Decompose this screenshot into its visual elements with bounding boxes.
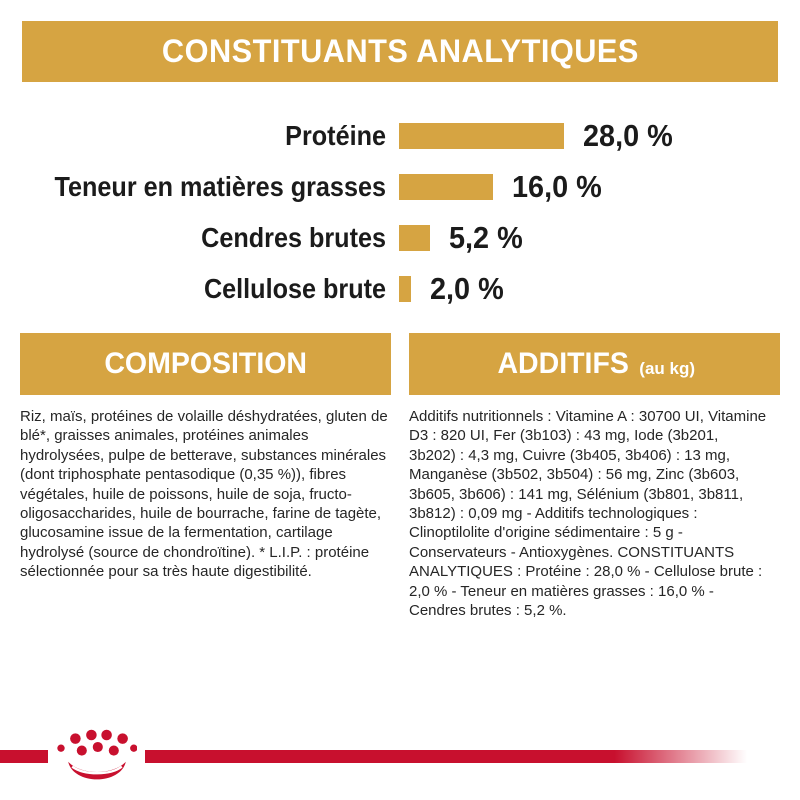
analytical-constituents-title: CONSTITUANTS ANALYTIQUES [161, 33, 639, 69]
red-ribbon-band-right [145, 750, 747, 763]
chart-bar [399, 174, 493, 200]
composition-header [20, 333, 391, 395]
chart-bar [399, 123, 564, 149]
chart-bar [399, 276, 411, 302]
chart-category-label: Cendres brutes [201, 221, 386, 253]
crown-paw-logo-icon [57, 729, 137, 785]
additives-body-text: Additifs nutritionnels : Vitamine A : 30700 UI, Vitamine D3 : 820 UI, Fer (3b103) : 43 mg, Iode (3b201, 3b202) : 4,3 mg, Cuivre (3b405, 3b406) : 13 mg, Manganèse (3b502, 3b504) : 56 mg, Zinc (3b603, 3b605, 3b606) : 141 mg, Sélénium (3b801, 3b811, 3b812) : 0,09 mg - Additifs technologiques : Clinoptilolite d'origine sédimentaire : 5 g - Conservateurs - Antioxygènes. CONSTITUANTS ANALYTIQUES : Protéine : 28,0 % - Cellulose brute : 2,0 % - Teneur en matières grasses : 16,0 % - Cendres brutes : 5,2 %. [409, 408, 767, 620]
analytical-constituents-banner [22, 21, 778, 82]
additives-header [409, 333, 780, 395]
analytical-bar-chart [0, 110, 800, 314]
chart-category-label: Protéine [285, 119, 386, 151]
chart-value-label: 2,0 % [430, 270, 504, 306]
additives-per-kg-label: (au kg) [639, 359, 696, 378]
chart-row [0, 161, 800, 212]
chart-row [0, 263, 800, 314]
chart-category-label: Cellulose brute [203, 272, 386, 304]
chart-value-label: 5,2 % [449, 219, 523, 255]
chart-category-label: Teneur en matières grasses [54, 170, 386, 202]
composition-title: COMPOSITION [104, 347, 307, 380]
additives-title: ADDITIFS [497, 347, 629, 380]
chart-row [0, 110, 800, 161]
composition-body-text: Riz, maïs, protéines de volaille déshydratées, gluten de blé*, graisses animales, protéines animales hydrolysées, pulpe de betterave, substances minérales (dont triphosphate pentasodique (0,35 %)), fibres végétales, huile de poissons, huile de soja, fructo-oligosaccharides, huile de bourrache, farine de tagète, glucosamine issue de la fermentation, cartilage hydrolysé (source de chondroïtine). * L.I.P. : protéine sélectionnée pour sa très haute digestibilité. [20, 408, 388, 581]
chart-row [0, 212, 800, 263]
chart-bar [399, 225, 430, 251]
chart-value-label: 28,0 % [583, 117, 673, 153]
chart-value-label: 16,0 % [512, 168, 602, 204]
red-ribbon-band-left [0, 750, 48, 763]
